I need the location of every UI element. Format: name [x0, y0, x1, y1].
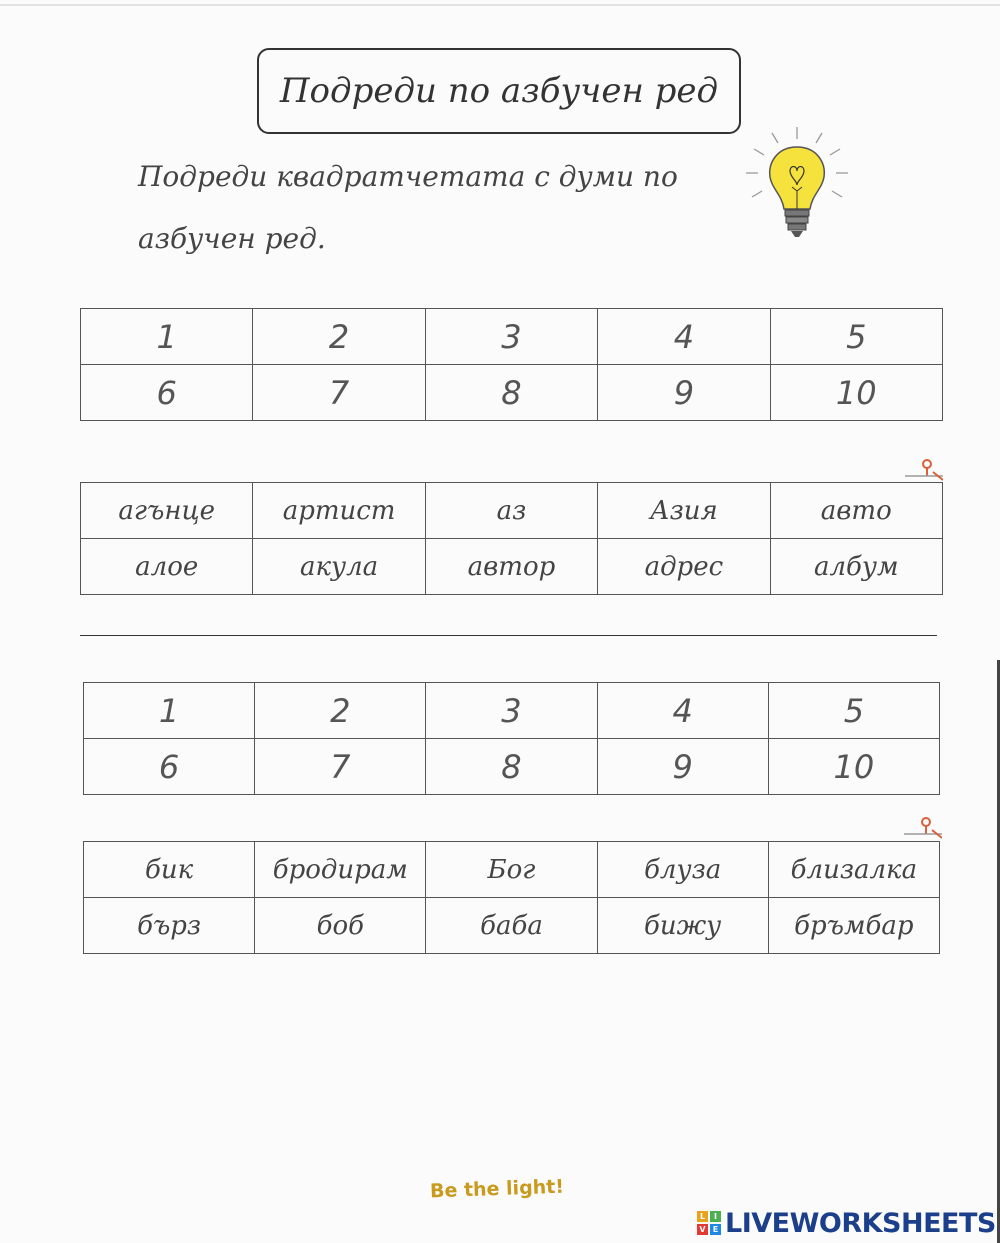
section-divider: [80, 635, 937, 636]
word-card[interactable]: албум: [770, 539, 942, 595]
top-rule: [0, 4, 1000, 6]
word-card[interactable]: артист: [253, 483, 425, 539]
word-card[interactable]: алое: [81, 539, 253, 595]
word-card[interactable]: бик: [84, 842, 255, 898]
word-card[interactable]: боб: [255, 898, 426, 954]
answer-cell[interactable]: 2: [253, 309, 425, 365]
answer-cell[interactable]: 7: [255, 739, 426, 795]
word-card[interactable]: баба: [426, 898, 597, 954]
answer-grid-1: [80, 308, 943, 421]
brand-logo-icon: [697, 1211, 721, 1235]
scissors-icon: [903, 458, 943, 482]
answer-cell[interactable]: 10: [768, 739, 939, 795]
logo-tile: L: [697, 1211, 708, 1222]
word-card[interactable]: бърз: [84, 898, 255, 954]
answer-cell[interactable]: 8: [425, 365, 597, 421]
worksheet-title: Подреди по азбучен ред: [257, 48, 741, 134]
word-card[interactable]: бижу: [597, 898, 768, 954]
logo-tile: V: [697, 1224, 708, 1235]
scissors-icon: [902, 816, 942, 840]
answer-cell[interactable]: 3: [425, 309, 597, 365]
answer-cell[interactable]: 6: [81, 365, 253, 421]
answer-cell[interactable]: 2: [255, 683, 426, 739]
answer-cell[interactable]: 10: [770, 365, 942, 421]
word-card[interactable]: бродирам: [255, 842, 426, 898]
word-card[interactable]: адрес: [598, 539, 770, 595]
word-grid-2: [83, 841, 940, 954]
logo-tile: E: [710, 1224, 721, 1235]
word-card[interactable]: близалка: [768, 842, 939, 898]
word-card[interactable]: автор: [425, 539, 597, 595]
lightbulb-icon: [742, 125, 852, 243]
answer-cell[interactable]: 6: [84, 739, 255, 795]
word-card[interactable]: Азия: [598, 483, 770, 539]
word-card[interactable]: Бог: [426, 842, 597, 898]
word-card[interactable]: авто: [770, 483, 942, 539]
answer-cell[interactable]: 4: [597, 683, 768, 739]
answer-grid-2: [83, 682, 940, 795]
word-grid-1: [80, 482, 943, 595]
answer-cell[interactable]: 5: [768, 683, 939, 739]
answer-cell[interactable]: 3: [426, 683, 597, 739]
answer-cell[interactable]: 4: [598, 309, 770, 365]
answer-cell[interactable]: 9: [597, 739, 768, 795]
slogan-text: Be the light!: [429, 1175, 565, 1203]
logo-tile: I: [710, 1211, 721, 1222]
instruction-text: Подреди квадратчетата с думи по азбучен ред.: [138, 160, 678, 255]
word-card[interactable]: бръмбар: [768, 898, 939, 954]
liveworksheets-logo[interactable]: [697, 1205, 996, 1241]
answer-cell[interactable]: 1: [81, 309, 253, 365]
word-card[interactable]: блуза: [597, 842, 768, 898]
word-card[interactable]: акула: [253, 539, 425, 595]
answer-cell[interactable]: 1: [84, 683, 255, 739]
answer-cell[interactable]: 9: [598, 365, 770, 421]
answer-cell[interactable]: 7: [253, 365, 425, 421]
answer-cell[interactable]: 8: [426, 739, 597, 795]
word-card[interactable]: агънце: [81, 483, 253, 539]
answer-cell[interactable]: 5: [770, 309, 942, 365]
word-card[interactable]: аз: [425, 483, 597, 539]
brand-name: LIVEWORKSHEETS: [725, 1207, 996, 1239]
